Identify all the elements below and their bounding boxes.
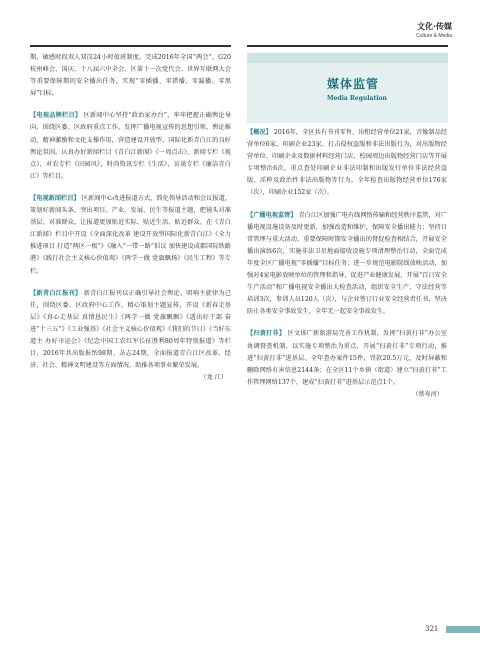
newspaper-paragraph <box>30 288 231 373</box>
section-title-cn: 文化·传媒 <box>416 22 452 31</box>
tv-program-paragraph <box>30 110 231 183</box>
header-rule-right <box>247 45 448 47</box>
left-author: （龙 江） <box>200 374 227 382</box>
media-regulation-banner <box>247 53 448 123</box>
right-column <box>247 127 447 401</box>
broadcast-tag: 【广播电视监管】 <box>247 211 297 219</box>
overview-paragraph <box>247 127 447 200</box>
overview-tag: 【概况】 <box>247 129 272 136</box>
page-header <box>416 22 452 40</box>
antiporn-tag: 【扫黄打非】 <box>247 330 286 338</box>
newspaper-text: 新青白江报刊以正确引导社会舆论、唱响主旋律为己任，围绕区委、区政府中心工作，精心策划主题宣传，开设《新春走基层》《真心走基层 真情恳民生》《两学一做 党旗飘飘》《透出好干部 奋进“十三五”》《工业强基》《社会主义核心价值观》《我们的节日》《当好东道主 办好市运会》《纪念中国工农红军长征胜利80周年特别报道》等栏目，2016年共出版报纸98期、杂志24期，全面报道青白江区改革、经济、社会、精神文明建设等方面情况，助推各项事业繁荣发展。 <box>30 289 232 370</box>
section-title-en: Culture & Media <box>416 33 452 39</box>
tv-program-text: 区新闻中心坚持“政治家办台”，牢牢把握正确舆论导向，围绕区委、区政府重点工作，发挥广播电视宣传的思想引领、舆论推动、精神激励和文化支撑作用，营造建设开放型、国际化新青白江的良好舆论氛围。认真办好新闻栏目《青白江新闻》《一周点击》，新闻专栏《视点》，对农专栏《田园风》，时尚资讯专栏《生活》，访谈专栏《廉洁青白江》等栏目。 <box>30 112 232 180</box>
tv-news-tag: 【电视新闻栏目】 <box>30 194 80 202</box>
page-number: 321 <box>425 625 439 633</box>
overview-text: 2016年，全区共有书刊零售、出租经营单位21家，音像制品经营单位6家，印刷企业23家。打击侵权盗版和非法出版行为，对出版物经营单位、印刷企业及数据材料经营门店、校园周边出版物经营门店等开展专项整治6次，重点查处印刷企业非法印制和出版发行单位非法经营盗版、淫秽及政治性非法出版物等行为。全年检查出版物经营单位176家（次），印刷企业152家（次）。 <box>247 129 448 197</box>
antiporn-paragraph <box>247 328 447 388</box>
tv-news-text: 区新闻中心改进报道方式，简化领导活动和会议报道，策划好新闻头条，突出项目、产业、发展、民生等报道主题，把镜头对准基层、对准群众，让报道更加贴近实际、贴近生活、贴近群众。在《青白江新闻》栏目中开设《全面深化改革 建设开放型国际化新青白江》《全力推进项目 打造“两区一极”》《融入“一带一路”倡议 加快建设成都国际铁路港》《践行社会主义核心价值观》《两学一做 党旗飘扬》《民生工程》等专栏。 <box>30 194 232 275</box>
broadcast-text: 青白江区加强广电有线网络传输和经营秩序监管，对广播电视设施设备及时更新，加强改造和维护，保障安全播出能力；坚持日常管理与重大活动、重要保障时期安全播出的督促检查相结合，开展安全播出演练6次，实施非法卫星地面接收设施专项清理整治行动，全面完成年度全区广播电视“零插播”目标任务；进一步规范电影院线放映活动，加强对4家电影放映单位的管理和指导，促进产业健康发展，开展“百日安全生产活动”和广播电视安全播出大检查活动，组织安全生产、守法经营等培训3次，参训人员120人（次），与企业签订行业安全经营责任书，坚决防止各类安全事故发生，全年无一起安全事故发生。 <box>247 211 448 316</box>
banner-stripe <box>247 53 448 63</box>
page-number-bar <box>446 626 480 633</box>
intro-paragraph: 期、敏感时段双人双岗24小时值班制度，完成2016年全国“两会”、G20杭州峰会、国庆、十八届六中全会、区第十一次党代会、世界互联网大会等重要保障期的安全播出任务，实现“零插播、零错播、零漏播、零黑屏”目标。 <box>30 54 231 98</box>
antiporn-text: 区文体广新旅游局完善工作机制，发挥“扫黄打非”办公室协调督查机制，以实施专项整治为重点，开展“扫黄打非”专项行动，推进“扫黄打非”进基层。全年查办案件15件，罚款20.5万元，及时屏蔽和删除网络有害信息2144条；在全区11个乡镇（街道）建立“扫黄打非”工作管理网络137个，建成“扫黄打非”进基层示范点1个。 <box>247 330 448 386</box>
tv-news-paragraph <box>30 193 231 278</box>
banner-title-cn: 媒体监管 <box>327 77 380 91</box>
left-column <box>30 52 231 384</box>
header-rule-left <box>30 45 231 47</box>
newspaper-tag: 【新青白江报刊】 <box>30 289 82 297</box>
right-author: （蔡寿河） <box>412 390 443 398</box>
tv-program-tag: 【电视品牌栏目】 <box>30 112 82 120</box>
banner-title-en: Media Regulation <box>327 95 387 102</box>
broadcast-paragraph <box>247 210 447 319</box>
